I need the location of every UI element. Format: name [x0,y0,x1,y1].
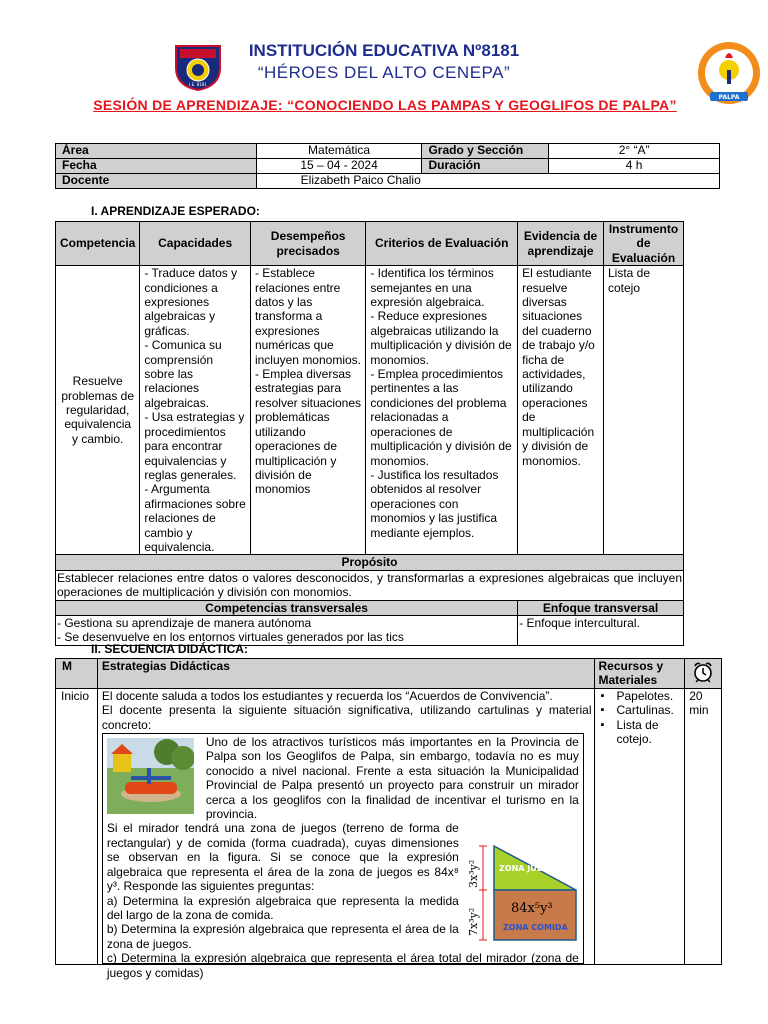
institution-name: INSTITUCIÓN EDUCATIVA Nº8181 [248,41,520,60]
question-b: b) Determina la expresión algebraica que representa el área de la zona de juegos. [106,922,459,951]
zone-games-label: ZONA JUEGOS [498,864,562,874]
duration-label: Duración [422,159,549,174]
area-value: Matemática [256,144,422,159]
competencia-cell: Resuelve problemas de regularidad, equivalencia y cambio. [56,266,140,555]
header-instrumento: Instrumento de Evaluación [604,222,684,266]
header-recursos: Recursos y Materiales [594,659,685,689]
zone-food-label: ZONA COMIDA [502,923,568,933]
ugel-seal-logo [694,40,764,106]
area-expression: 84x⁵y³ [510,901,553,917]
header-desempenos: Desempeños precisados [250,222,365,266]
desempenos-cell: - Establece relaciones entre datos y las transforma a expresiones numéricas que incluyen monomios. - Emplea diversas estrategias para resolver situaciones problemáticas utilizando operaciones de multiplicación y división de monomios [250,266,365,555]
evidencia-cell: El estudiante resuelve diversas situaciones del cuaderno de trabajo y/o ficha de actividades, utilizando operaciones de multiplicación y división de monomios. [518,266,604,555]
right-logo-text: PALPA [718,94,740,101]
side-bottom-label: 7x³y² [466,907,480,937]
resource-item: ▪ Papelotes. [599,689,681,703]
competencias-label: Competencias transversales [56,600,518,615]
header-time [685,659,722,689]
session-title: SESIÓN DE APRENDIZAJE: “CONOCIENDO LAS PAMPAS Y GEOGLIFOS DE PALPA” [93,97,677,113]
header-estrategias: Estrategias Didácticas [97,659,594,689]
intro-line-2: El docente presenta la siguiente situación significativa, utilizando cartulinas y material concreto: [101,703,592,732]
criterios-cell: - Identifica los términos semejantes en una expresión algebraica. - Reduce expresiones algebraicas utilizando la multiplicación y división de monomios. - Emplea procedimientos pertinentes a las condiciones del problema relacionadas a operaciones de multiplicación y división de monomios. - Justifica los resultados obtenidos al resolver operaciones con monomios y las justifica mediante ejemplos. [366,266,518,555]
info-table [55,143,720,189]
box-paragraph-1: Uno de los atractivos turísticos más importantes en la Provincia de Palpa son los Geoglifos de Palpa, sin embargo, todavía no es muy conocido a nivel nacional. Frente a esta situación la Municipalidad Provincial de Palpa presentó un proyecto para construir un mirador cerca a los geoglifos con la finalidad de incentivar el turismo en la provincia. [205,735,579,822]
duration-value: 4 h [549,159,720,174]
area-label: Área [56,144,257,159]
left-logo-text: I.E. 8181 [189,82,207,87]
enfoque-text: - Enfoque intercultural. [518,615,684,645]
grade-value: 2° “A” [549,144,720,159]
capacidades-cell: - Traduce datos y condiciones a expresiones algebraicas y gráficas. - Comunica su comprensión sobre las relaciones algebraicas. - Usa estrategias y procedimientos para encontrar equivalencias y reglas generales. - Argumenta afirmaciones sobre relaciones de cambio y equivalencia. [140,266,251,555]
section2-title: II. SECUENCIA DIDÁCTICA: [91,642,248,656]
box-paragraph-2: Si el mirador tendrá una zona de juegos (terreno de forma de rectangular) y de comida (forma cuadrada), cuyas dimensiones se observan en la figura. Si se conoce que la expresión algebraica que representa el área de la zona de juegos es 84x⁸ y³. Responde las siguientes preguntas: [106,821,459,894]
header-capacidades: Capacidades [140,222,251,266]
teacher-label: Docente [56,174,257,189]
resource-item: ▪ Cartulinas. [599,703,681,717]
header-criterios: Criterios de Evaluación [366,222,518,266]
date-label: Fecha [56,159,257,174]
situation-box [102,733,584,980]
question-a: a) Determina la expresión algebraica que representa la medida del largo de la zona de comida. [106,893,459,922]
resources-cell [594,688,685,964]
teacher-value: Elizabeth Paico Chalio [256,174,719,189]
resource-item: ▪ Lista de cotejo. [599,718,681,747]
date-value: 15 – 04 - 2024 [256,159,422,174]
learning-table [55,221,684,646]
grade-label: Grado y Sección [422,144,549,159]
header-m: M [56,659,98,689]
institution-motto: “HÉROES DEL ALTO CENEPA” [257,63,511,82]
header-evidencia: Evidencia de aprendizaje [518,222,604,266]
intro-line-1: El docente saluda a todos los estudiantes y recuerda los “Acuerdos de Convivencia”. [101,688,553,703]
instrumento-cell: Lista de cotejo [604,266,684,555]
proposito-text: Establecer relaciones entre datos o valores desconocidos, y transformarlas a expresiones algebraicas que incluyen operaciones de multiplicación y división con monomios. [57,570,682,600]
resources-list [599,689,681,747]
side-top-label: 3x³y² [466,859,480,889]
sequence-table [55,658,722,980]
section1-title: I. APRENDIZAJE ESPERADO: [91,204,260,218]
enfoque-label: Enfoque transversal [518,600,684,615]
time-cell: 20 min [685,688,722,964]
strategies-cell [97,688,594,980]
alarm-clock-icon [692,661,714,683]
proposito-label: Propósito [56,555,684,570]
playground-photo [107,738,194,814]
competencias-text: - Gestiona su aprendizaje de manera autónoma - Se desenvuelve en los entornos virtuales generados por las tics [56,615,518,645]
mirador-figure [459,844,583,944]
moment-cell: Inicio [56,688,98,964]
header-competencia: Competencia [56,222,140,266]
question-c: c) Determina la expresión algebraica que representa el área total del mirador (zona de juegos y comidas) [106,951,579,980]
